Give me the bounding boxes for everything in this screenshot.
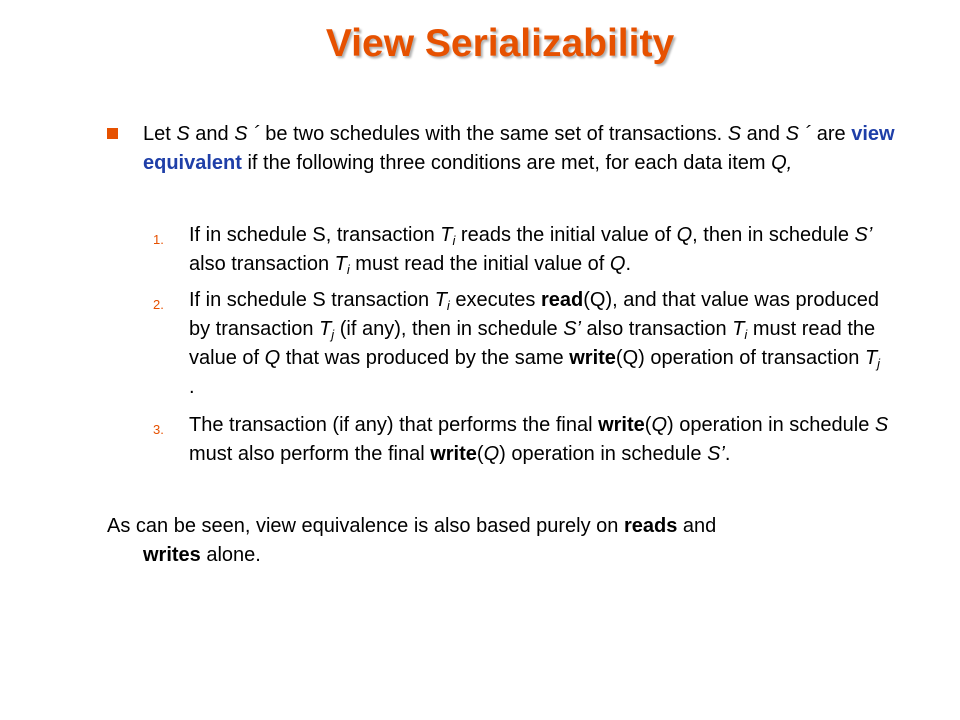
condition-text: If in schedule S, transaction $T_i$ reads the initial value of Q, then in schedule S’ also transaction $T_i$ must read the initial value of Q.	[189, 224, 873, 277]
condition-text: If in schedule S transaction $T_i$ executes read(Q), and that value was produced by transaction $T_j$ (if any), then in schedule S’ also transaction $T_i$ must read the value of Q that was produced by the same write(Q) operation of transaction $T_j$ .	[189, 289, 881, 398]
square-bullet-icon	[107, 128, 118, 139]
condition-text: The transaction (if any) that performs the final write(Q) operation in schedule S must also perform the final write(Q) operation in schedule S’.	[189, 414, 889, 465]
closing-line-2: writes alone.	[143, 544, 261, 566]
item-number: 2.	[153, 297, 164, 312]
item-number: 1.	[153, 232, 164, 247]
main-bullet-text: Let S and S ´ be two schedules with the same set of transactions. S and S ´ are view equivalent if the following three conditions are met, for each data item Q,	[143, 123, 895, 174]
highlight-term: view equivalent	[143, 123, 895, 174]
closing-text	[107, 512, 907, 570]
closing-line-1: As can be seen, view equivalence is also based purely on reads and	[107, 515, 717, 537]
item-number: 3.	[153, 422, 164, 437]
slide-title: View Serializability	[325, 22, 675, 65]
